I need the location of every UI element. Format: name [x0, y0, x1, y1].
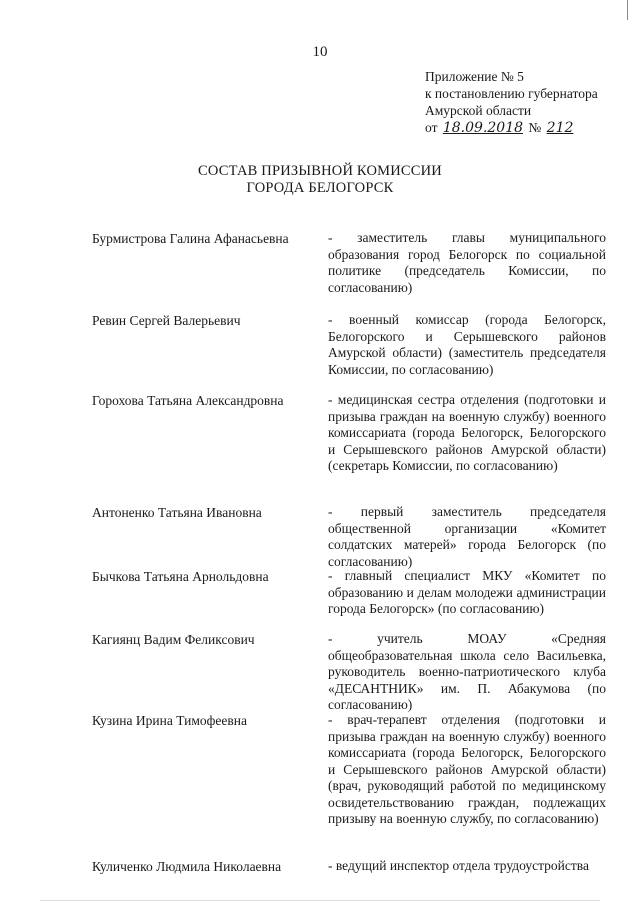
member-row — [92, 504, 612, 570]
member-name: Куличенко Людмила Николаевна — [92, 859, 282, 874]
member-name: Антоненко Татьяна Ивановна — [92, 505, 262, 520]
member-role: - военный комиссар (города Белогорск, Белогорского и Серышевского районов Амурской области) (заместитель председателя Комиссии, по согласованию) — [328, 312, 606, 377]
handwritten-date: 18.09.2018 — [442, 120, 524, 136]
handwritten-number: 212 — [546, 120, 574, 136]
member-name: Ревин Сергей Валерьевич — [92, 313, 241, 328]
appendix-line-3: Амурской области — [425, 103, 532, 118]
appendix-header — [425, 68, 598, 137]
member-row — [92, 712, 612, 828]
member-role: - врач-терапевт отделения (подготовки и призыва граждан на военную службу) военного комиссариата (города Белогорск, Белогорского и Серышевского районов Амурской области) (врач, руководящий работой по медицинскому освидетельствованию граждан, подлежащих призыву на военную службу, по согласованию) — [328, 712, 606, 826]
member-name: Бычкова Татьяна Арнольдовна — [92, 569, 269, 584]
member-row — [92, 312, 612, 378]
member-row — [92, 858, 612, 875]
date-prefix: от — [425, 120, 438, 135]
member-name: Кагиянц Вадим Феликсович — [92, 632, 255, 647]
appendix-date-line — [425, 119, 598, 137]
member-name: Кузина Ирина Тимофеевна — [92, 713, 247, 728]
member-row — [92, 392, 612, 475]
member-role: - медицинская сестра отделения (подготовки и призыва граждан на военную службу) военного комиссариата (города Белогорск, Белогорского и Серышевского районов Амурской области) (секретарь Комиссии, по согласованию) — [328, 392, 606, 473]
document-title — [0, 163, 640, 197]
appendix-line-2: к постановлению губернатора — [425, 86, 598, 101]
appendix-line-1: Приложение № 5 — [425, 69, 524, 84]
title-line-1: СОСТАВ ПРИЗЫВНОЙ КОМИССИИ — [198, 163, 442, 179]
member-row — [92, 568, 612, 618]
scan-border — [40, 900, 600, 901]
scan-edge-mark — [627, 0, 628, 20]
member-role: - ведущий инспектор отдела трудоустройства — [328, 858, 589, 873]
member-name: Бурмистрова Галина Афанасьевна — [92, 231, 289, 246]
title-line-2: ГОРОДА БЕЛОГОРСК — [246, 180, 394, 196]
number-prefix: № — [528, 120, 542, 135]
member-name: Горохова Татьяна Александровна — [92, 393, 284, 408]
member-role: - учитель МОАУ «Средняя общеобразовательная школа село Васильевка, руководитель военно-патриотического клуба «ДЕСАНТНИК» им. П. Абакумова (по согласованию) — [328, 631, 606, 712]
member-role: - первый заместитель председателя общественной организации «Комитет солдатских матерей» города Белогорск (по согласованию) — [328, 504, 606, 569]
member-role: - заместитель главы муниципального образования город Белогорск по социальной политике (председатель Комиссии, по согласованию) — [328, 230, 606, 295]
member-row — [92, 631, 612, 714]
member-role: - главный специалист МКУ «Комитет по образованию и делам молодежи администрации города Белогорск» (по согласованию) — [328, 568, 606, 616]
member-row — [92, 230, 612, 296]
page-number: 10 — [312, 44, 328, 60]
